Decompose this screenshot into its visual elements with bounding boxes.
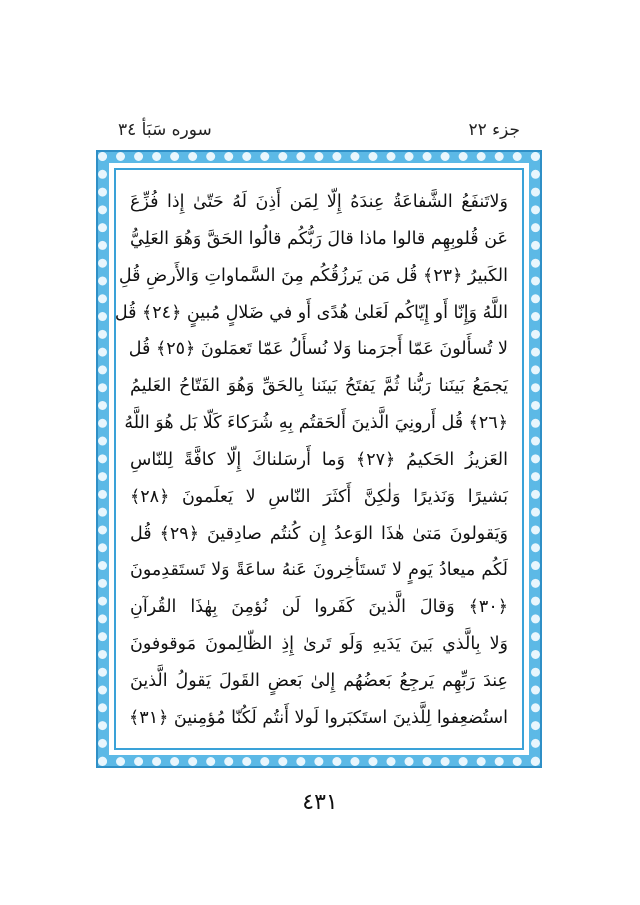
text-line: استُضعِفوا لِلَّذينَ استَكبَروا لَولا أَنتُم لَكُنّا مُؤمِنينَ ﴿٣١﴾ — [129, 707, 508, 728]
text-line: يَجمَعُ بَينَنا رَبُّنا ثُمَّ يَفتَحُ بَينَنا بِالحَقِّ وَهُوَ الفَتّاحُ العَليمُ — [130, 376, 508, 397]
page-number: ٤٣١ — [302, 790, 338, 815]
text-line: وَلا بِالَّذي بَينَ يَدَيهِ وَلَو تَرىٰ إِذِ الظّالِمونَ مَوقوفونَ — [130, 634, 508, 655]
ornamental-frame — [96, 150, 542, 768]
text-line: ﴿٣٠﴾ وَقالَ الَّذينَ كَفَروا لَن نُؤمِنَ بِهٰذَا القُرآنِ — [130, 597, 508, 618]
surah-label: سوره سَبَأ ٣٤ — [118, 120, 212, 140]
text-line: عَن قُلوبِهِم قالوا ماذا قالَ رَبُّكُم قالُوا الحَقَّ وَهُوَ العَلِيُّ — [130, 228, 508, 249]
text-line: اللَّهُ وَإِنّا أَو إِيّاكُم لَعَلىٰ هُدًى أَو في ضَلالٍ مُبينٍ ﴿٢٤﴾ قُل — [114, 302, 508, 323]
text-line: لَكُم ميعادُ يَومٍ لا تَستَأخِرونَ عَنهُ ساعَةً وَلا تَستَقدِمونَ — [130, 560, 508, 581]
text-line: العَزيزُ الحَكيمُ ﴿٢٧﴾ وَما أَرسَلناكَ إِلّا كافَّةً لِلنّاسِ — [130, 449, 508, 470]
text-line: وَيَقولونَ مَتىٰ هٰذَا الوَعدُ إِن كُنتُم صادِقينَ ﴿٢٩﴾ قُل — [130, 523, 509, 544]
text-line: الكَبيرُ ﴿٢٣﴾ قُل مَن يَرزُقُكُم مِنَ السَّماواتِ وَالأَرضِ قُلِ — [118, 265, 508, 286]
text-line: وَلاتَنفَعُ الشَّفاعَةُ عِندَهُ إِلّا لِمَن أَذِنَ لَهُ حَتّىٰ إِذا فُزِّعَ — [130, 192, 508, 212]
juz-label: جزء ٢٢ — [468, 120, 520, 140]
text-line: ﴿٢٦﴾ قُل أَرونِيَ الَّذينَ أَلحَقتُم بِهِ شُرَكاءَ كَلّا بَل هُوَ اللَّهُ — [124, 413, 508, 434]
text-line: لا تُسأَلونَ عَمّا أَجرَمنا وَلا نُسأَلُ عَمّا تَعمَلونَ ﴿٢٥﴾ قُل — [128, 339, 508, 360]
text-panel — [114, 168, 524, 750]
verse-lines — [114, 184, 509, 736]
page-header — [118, 118, 520, 142]
text-line: بَشيرًا وَنَذيرًا وَلٰكِنَّ أَكثَرَ النّاسِ لا يَعلَمونَ ﴿٢٨﴾ — [130, 486, 508, 507]
text-line: عِندَ رَبِّهِم يَرجِعُ بَعضُهُم إِلىٰ بَعضٍ القَولَ يَقولُ الَّذينَ — [130, 670, 508, 691]
